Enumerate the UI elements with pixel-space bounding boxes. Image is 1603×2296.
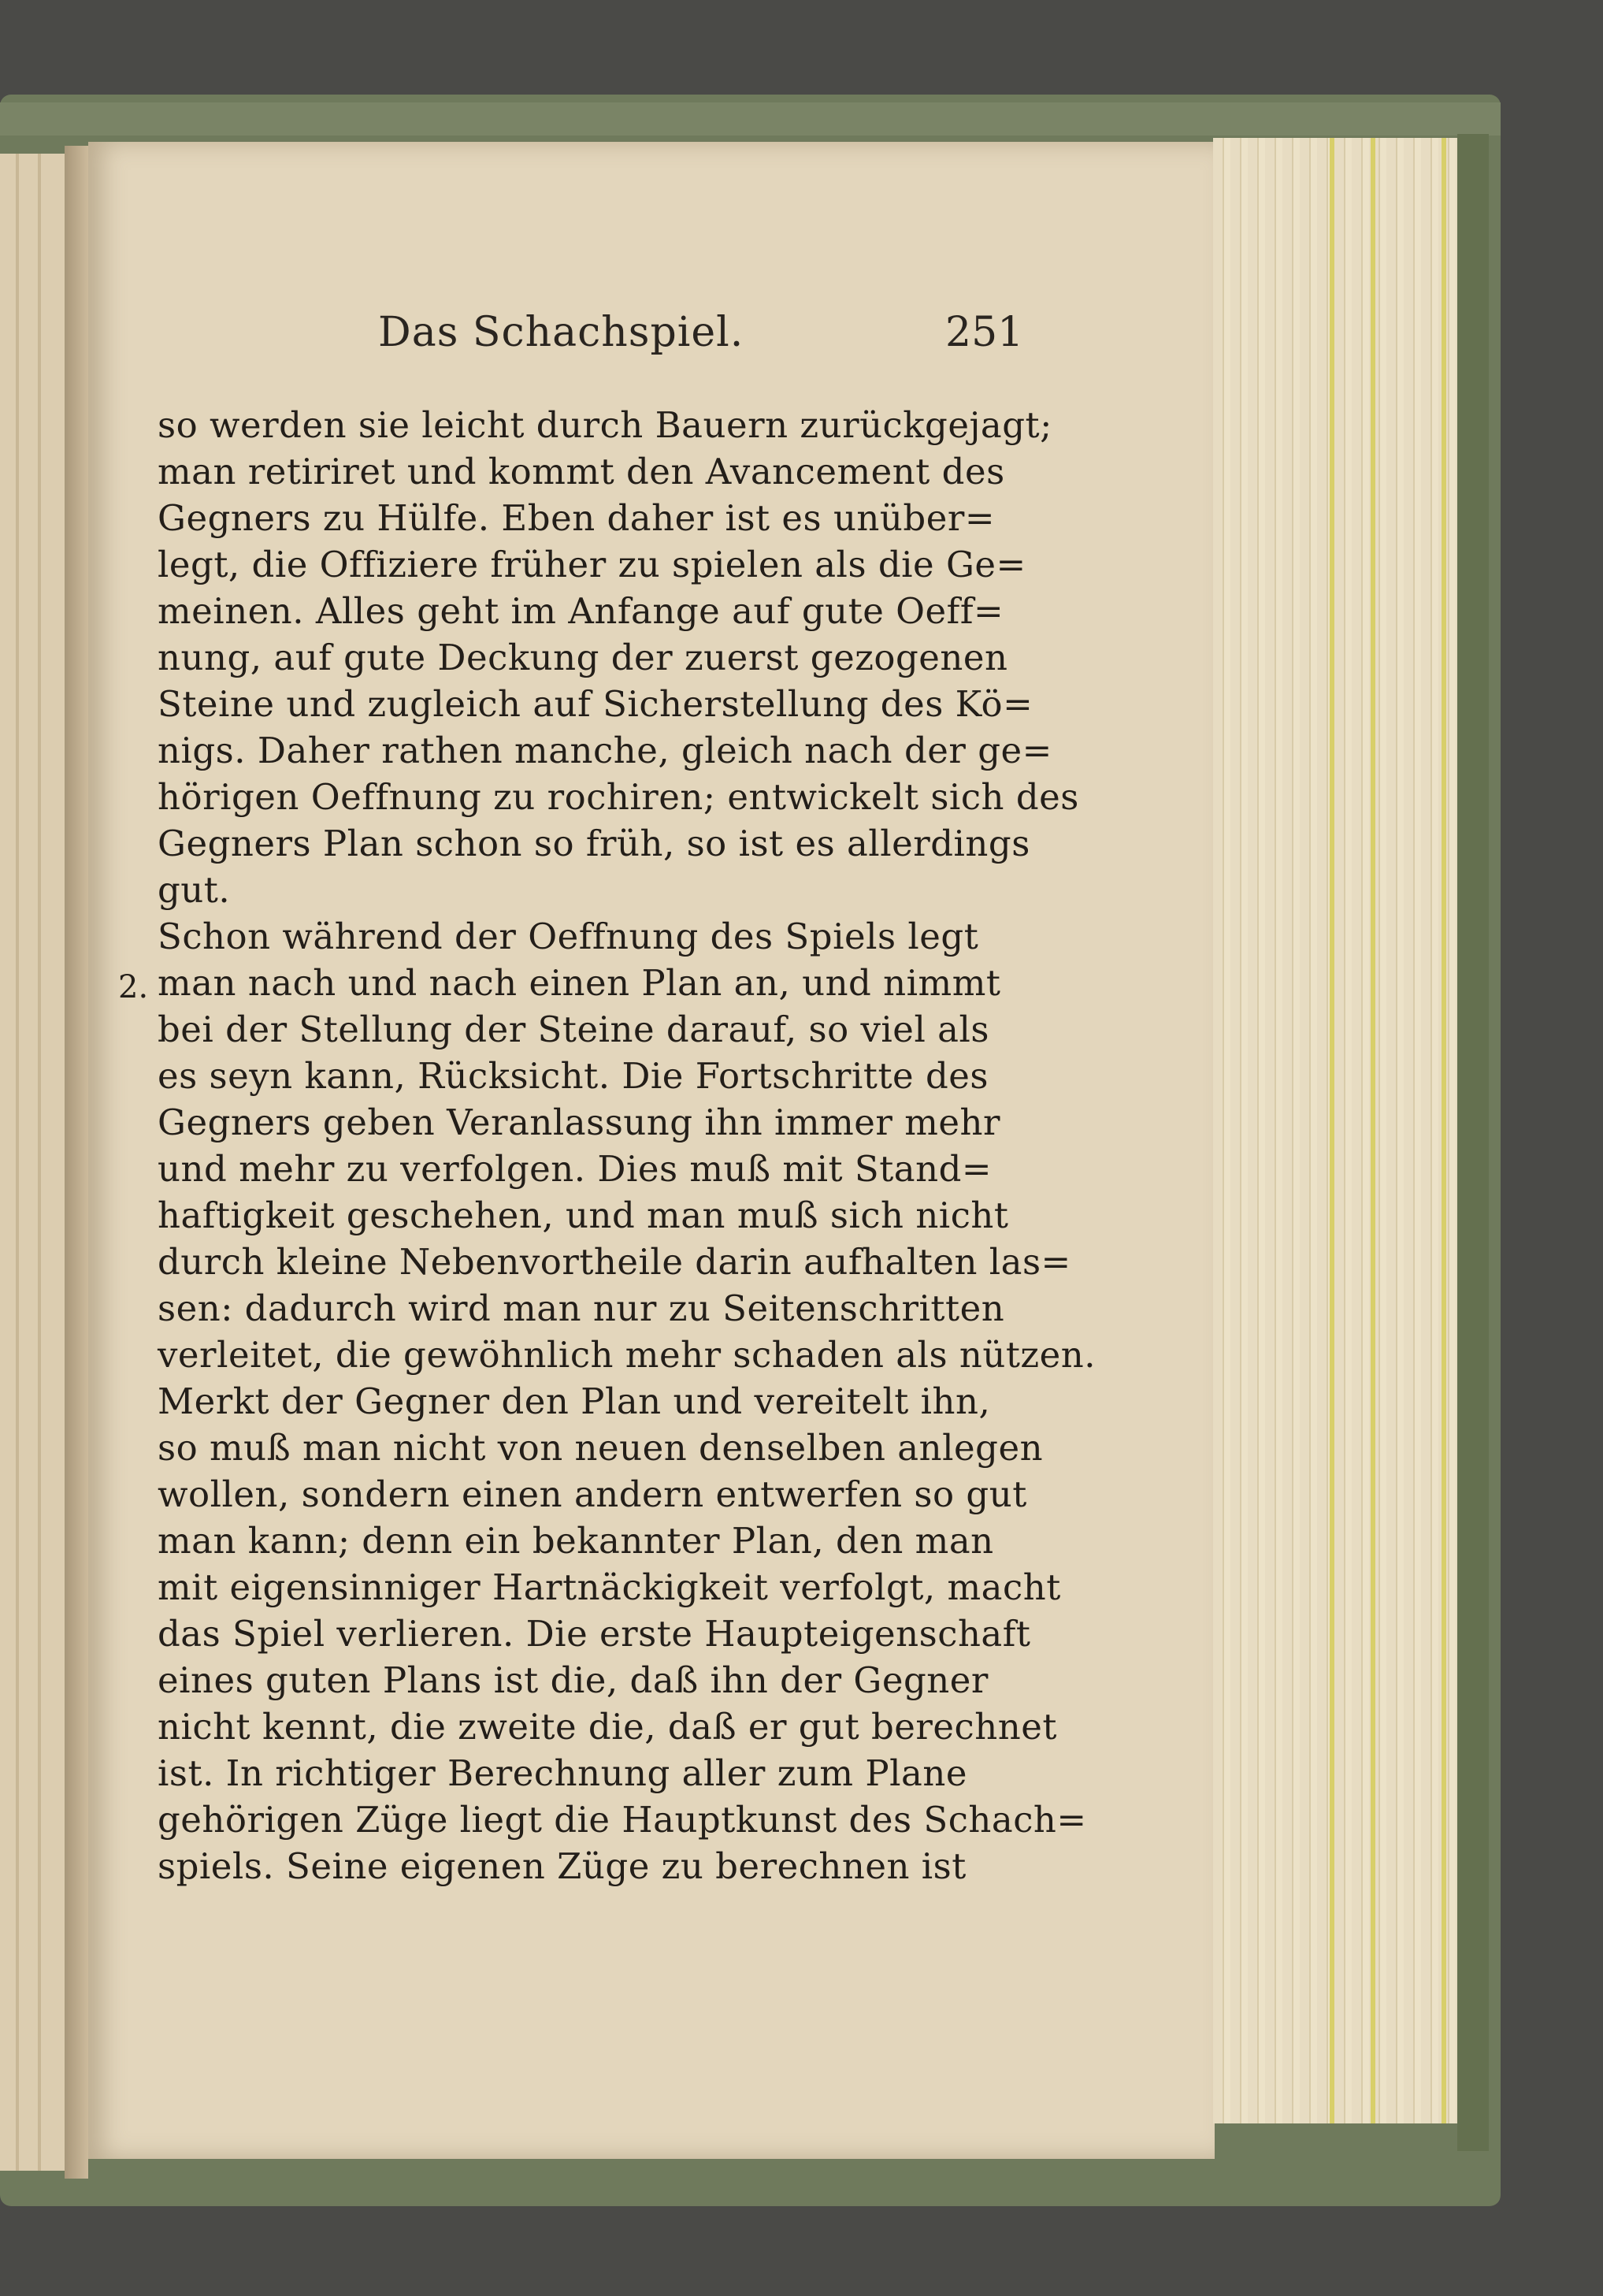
text-line: nigs. Daher rathen manche, gleich nach der ge= <box>158 730 1052 771</box>
text-line: legt, die Offiziere früher zu spielen als die Ge= <box>158 544 1026 585</box>
gilt-edge <box>1371 138 1375 2123</box>
text-line: es seyn kann, Rücksicht. Die Fortschritte des <box>158 1055 989 1097</box>
gilt-edge <box>1330 138 1334 2123</box>
text-line: Gegners Plan schon so früh, so ist es allerdings <box>158 823 1030 864</box>
page-fore-edges <box>1213 138 1457 2123</box>
text-line: bei der Stellung der Steine darauf, so viel als <box>158 1009 989 1050</box>
text-line: eines guten Plans ist die, daß ihn der Gegner <box>158 1659 989 1701</box>
text-line: gehörigen Züge liegt die Hauptkunst des Schach= <box>158 1799 1087 1841</box>
book-gutter <box>65 146 88 2179</box>
text-line: Gegners geben Veranlassung ihn immer mehr <box>158 1102 1001 1143</box>
text-line: durch kleine Nebenvortheile darin aufhalten las= <box>158 1241 1071 1283</box>
text-line: Steine und zugleich auf Sicherstellung des Kö= <box>158 683 1033 725</box>
text-line: man kann; denn ein bekannter Plan, den man <box>158 1520 994 1562</box>
gilt-edge <box>1442 138 1446 2123</box>
text-line: nung, auf gute Deckung der zuerst gezogenen <box>158 637 1008 678</box>
running-head <box>378 309 1087 372</box>
text-line: nicht kennt, die zweite die, daß er gut berechnet <box>158 1706 1057 1748</box>
text-line: verleitet, die gewöhnlich mehr schaden als nützen. <box>158 1334 1096 1376</box>
text-line: man nach und nach einen Plan an, und nimmt <box>158 962 1001 1004</box>
text-line: sen: dadurch wird man nur zu Seitenschritten <box>158 1287 1005 1329</box>
item-marker: 2. <box>118 969 149 1005</box>
cover-right-edge <box>1457 134 1489 2151</box>
body-text <box>158 402 1096 1889</box>
text-line: gut. <box>158 869 231 911</box>
text-line: so werden sie leicht durch Bauern zurückgejagt; <box>158 404 1052 446</box>
text-line: Gegners zu Hülfe. Eben daher ist es unüber= <box>158 497 996 539</box>
text-line: man retiriret und kommt den Avancement des <box>158 451 1005 492</box>
text-line: so muß man nicht von neuen denselben anlegen <box>158 1427 1044 1469</box>
text-line: hörigen Oeffnung zu rochiren; entwickelt sich des <box>158 776 1079 818</box>
text-line: mit eigensinniger Hartnäckigkeit verfolgt, macht <box>158 1566 1061 1608</box>
text-line: meinen. Alles geht im Anfange auf gute Oeff= <box>158 590 1004 632</box>
text-line: Merkt der Gegner den Plan und vereitelt ihn, <box>158 1380 991 1422</box>
page-number: 251 <box>945 309 1024 356</box>
text-line: ist. In richtiger Berechnung aller zum Plane <box>158 1752 967 1794</box>
text-line: und mehr zu verfolgen. Dies muß mit Stand= <box>158 1148 993 1190</box>
page-edge-strip <box>16 154 19 2171</box>
text-line: spiels. Seine eigenen Züge zu berechnen ist <box>158 1845 967 1887</box>
left-page-edge <box>0 154 67 2171</box>
cover-top-edge <box>0 102 1501 136</box>
page-title: Das Schachspiel. <box>378 309 744 356</box>
text-line: Schon während der Oeffnung des Spiels legt <box>158 916 979 957</box>
page-edge-strip <box>38 154 41 2171</box>
text-line: das Spiel verlieren. Die erste Haupteigenschaft <box>158 1613 1031 1655</box>
text-line: haftigkeit geschehen, und man muß sich nicht <box>158 1194 1009 1236</box>
text-line: wollen, sondern einen andern entwerfen so gut <box>158 1473 1027 1515</box>
